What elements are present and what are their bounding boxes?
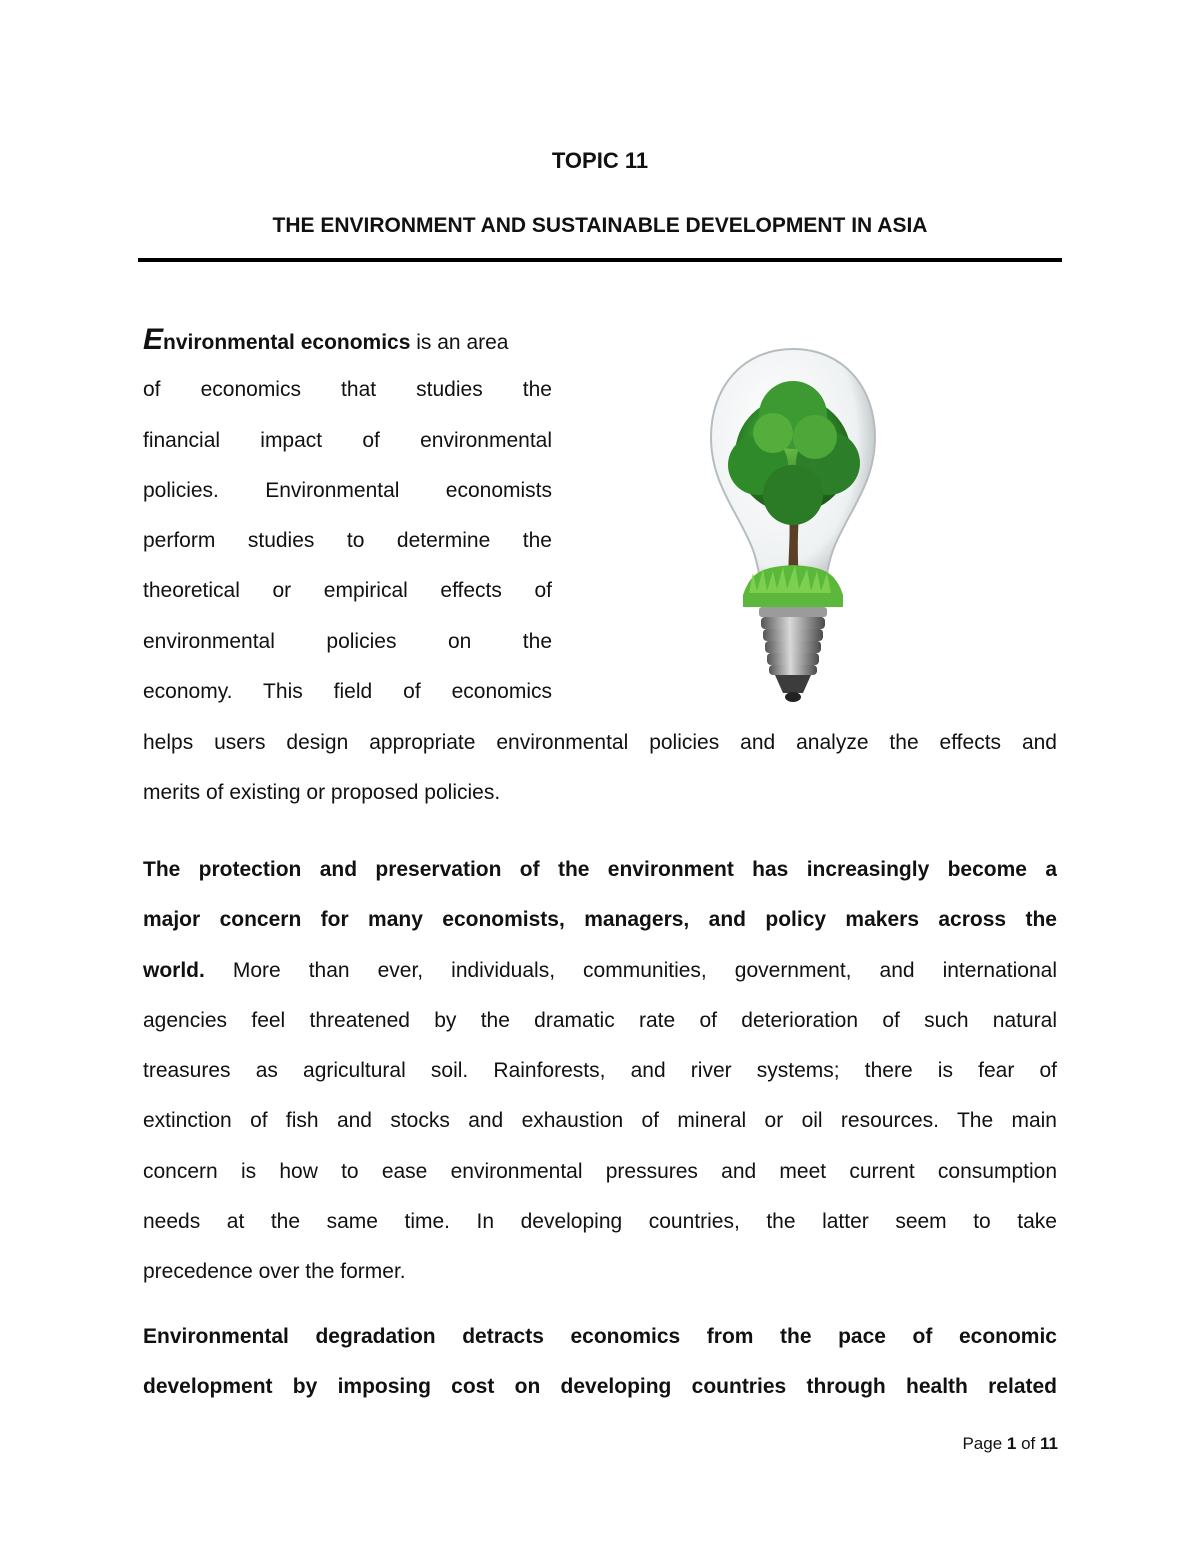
of-word: of [1021, 1434, 1036, 1453]
intro-line: environmental policies on the [143, 629, 552, 653]
intro-line: of economics that studies the [143, 378, 552, 402]
mixed-line [143, 946, 1057, 996]
body-line: treasures as agricultural soil. Rainforests, and river systems; there is fear of [143, 1059, 1057, 1083]
drop-cap: E [143, 323, 164, 356]
intro-line: financial impact of environmental [143, 428, 552, 452]
intro-line: helps users design appropriate environmental policies and analyze the effects and [143, 731, 1057, 754]
bold-line: The protection and preservation of the environment has increasingly become a [143, 858, 1057, 881]
document-title: THE ENVIRONMENT AND SUSTAINABLE DEVELOPMENT IN ASIA [272, 214, 928, 237]
intro-line: economy. This field of economics [143, 680, 552, 704]
bold-line: development by imposing cost on developing countries through health related [143, 1375, 1057, 1399]
body-text: More than ever, individuals, communities, government, and international [204, 958, 1057, 982]
body-line: concern is how to ease environmental pressures and meet current consumption [143, 1159, 1057, 1183]
intro-last-line: merits of existing or proposed policies. [143, 781, 501, 805]
intro-paragraph [143, 315, 552, 717]
topic-heading: TOPIC 11 [551, 148, 649, 173]
page-word: Page [962, 1434, 1003, 1453]
emphasis-text: world. [143, 958, 205, 982]
body-line: needs at the same time. In developing countries, the latter seem to take [143, 1210, 1057, 1234]
intro-line: theoretical or empirical effects of [143, 579, 552, 603]
intro-lead-rest: is an area [410, 331, 509, 354]
paragraph-protection [143, 845, 1057, 1298]
intro-paragraph-continued [143, 718, 1057, 819]
page-number: 1 [1006, 1434, 1017, 1453]
body-line: agencies feel threatened by the dramatic rate of deterioration of such natural [143, 1008, 1057, 1032]
page-footer [962, 1434, 1058, 1454]
paragraph-degradation [143, 1312, 1057, 1413]
bold-line: major concern for many economists, managers, and policy makers across the [143, 908, 1057, 932]
page-total: 11 [1040, 1434, 1058, 1453]
intro-line: perform studies to determine the [143, 529, 552, 553]
lightbulb-with-tree-icon [703, 345, 883, 710]
body-last-line: precedence over the former. [143, 1260, 406, 1284]
bold-line: Environmental degradation detracts economics from the pace of economic [143, 1325, 1057, 1348]
intro-lead-bold: nvironmental economics [163, 331, 411, 354]
title-divider [138, 258, 1062, 262]
intro-line: policies. Environmental economists [143, 478, 552, 502]
body-line: extinction of fish and stocks and exhaustion of mineral or oil resources. The main [143, 1109, 1057, 1133]
intro-first-line [143, 315, 552, 365]
